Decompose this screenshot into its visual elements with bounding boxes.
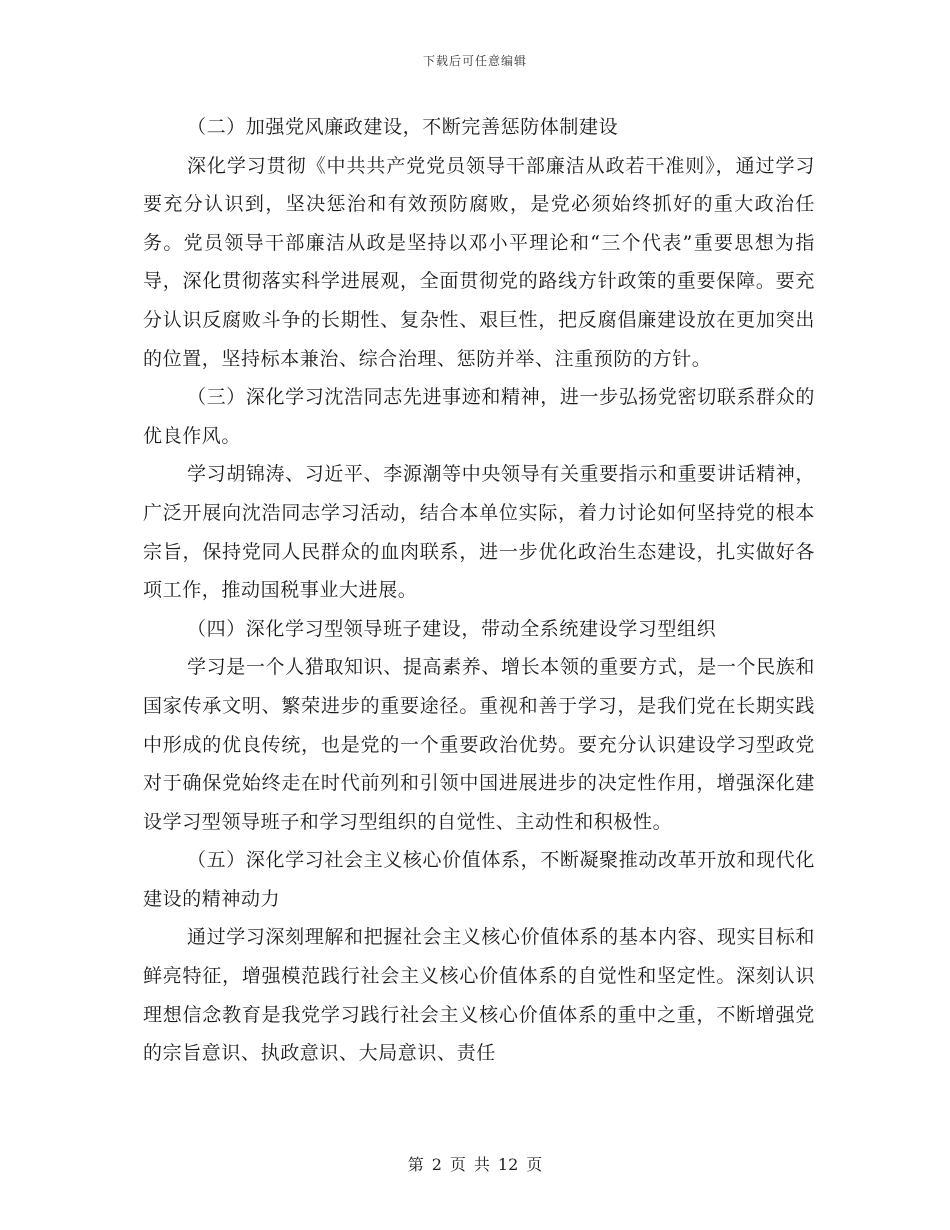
page-label-mid: 页 <box>449 1155 466 1174</box>
document-body <box>143 108 815 1073</box>
section-heading-3: （三）深化学习沈浩同志先进事迹和精神，进一步弘扬党密切联系群众的优良作风。 <box>143 386 815 447</box>
page-header: 下载后可任意编辑 <box>422 54 527 68</box>
section-heading-5: （五）深化学习社会主义核心价值体系，不断凝聚推动改革开放和现代化建设的精神动力 <box>143 849 815 910</box>
page-total: 12 <box>497 1155 519 1174</box>
paragraph: 学习是一个人猎取知识、提高素养、增长本领的重要方式，是一个民族和国家传承文明、繁荣进步的重要途径。重视和善于学习，是我们党在长期实践中形成的优良传统，也是党的一个重要政治优势。要充分认识建设学习型政党对于确保党始终走在时代前列和引领中国进展进步的决定性作用，增强深化建设学习型领导班子和学习型组织的自觉性、主动性和积极性。 <box>143 656 815 833</box>
page-footer <box>0 1152 950 1175</box>
section-heading-2: （二）加强党风廉政建设，不断完善惩防体制建设 <box>187 116 619 138</box>
paragraph: 通过学习深刻理解和把握社会主义核心价值体系的基本内容、现实目标和鲜亮特征，增强模范践行社会主义核心价值体系的自觉性和坚定性。深刻认识理想信念教育是我党学习践行社会主义核心价值体系的重中之重，不断增强党的宗旨意识、执政意识、大局意识、责任 <box>143 926 815 1065</box>
page-label-prefix: 第 <box>407 1155 424 1174</box>
section-heading-4: （四）深化学习型领导班子建设，带动全系统建设学习型组织 <box>187 617 717 640</box>
page-current: 2 <box>431 1155 442 1174</box>
page-total-prefix: 共 <box>473 1155 490 1174</box>
paragraph: 学习胡锦涛、习近平、李源潮等中央领导有关重要指示和重要讲话精神，广泛开展向沈浩同志学习活动，结合本单位实际，着力讨论如何坚持党的根本宗旨，保持党同人民群众的血肉联系，进一步优化政治生态建设，扎实做好各项工作，推动国税事业大进展。 <box>143 463 815 602</box>
paragraph: 深化学习贯彻《中共共产党党员领导干部廉洁从政若干准则》，通过学习要充分认识到，坚决惩治和有效预防腐败，是党必须始终抓好的重大政治任务。党员领导干部廉洁从政是坚持以邓小平理论和“三个代表”重要思想为指导，深化贯彻落实科学进展观，全面贯彻党的路线方针政策的重要保障。要充分认识反腐败斗争的长期性、复杂性、艰巨性，把反腐倡廉建设放在更加突出的位置，坚持标本兼治、综合治理、惩防并举、注重预防的方针。 <box>143 154 815 370</box>
page-label-suffix: 页 <box>526 1155 543 1174</box>
